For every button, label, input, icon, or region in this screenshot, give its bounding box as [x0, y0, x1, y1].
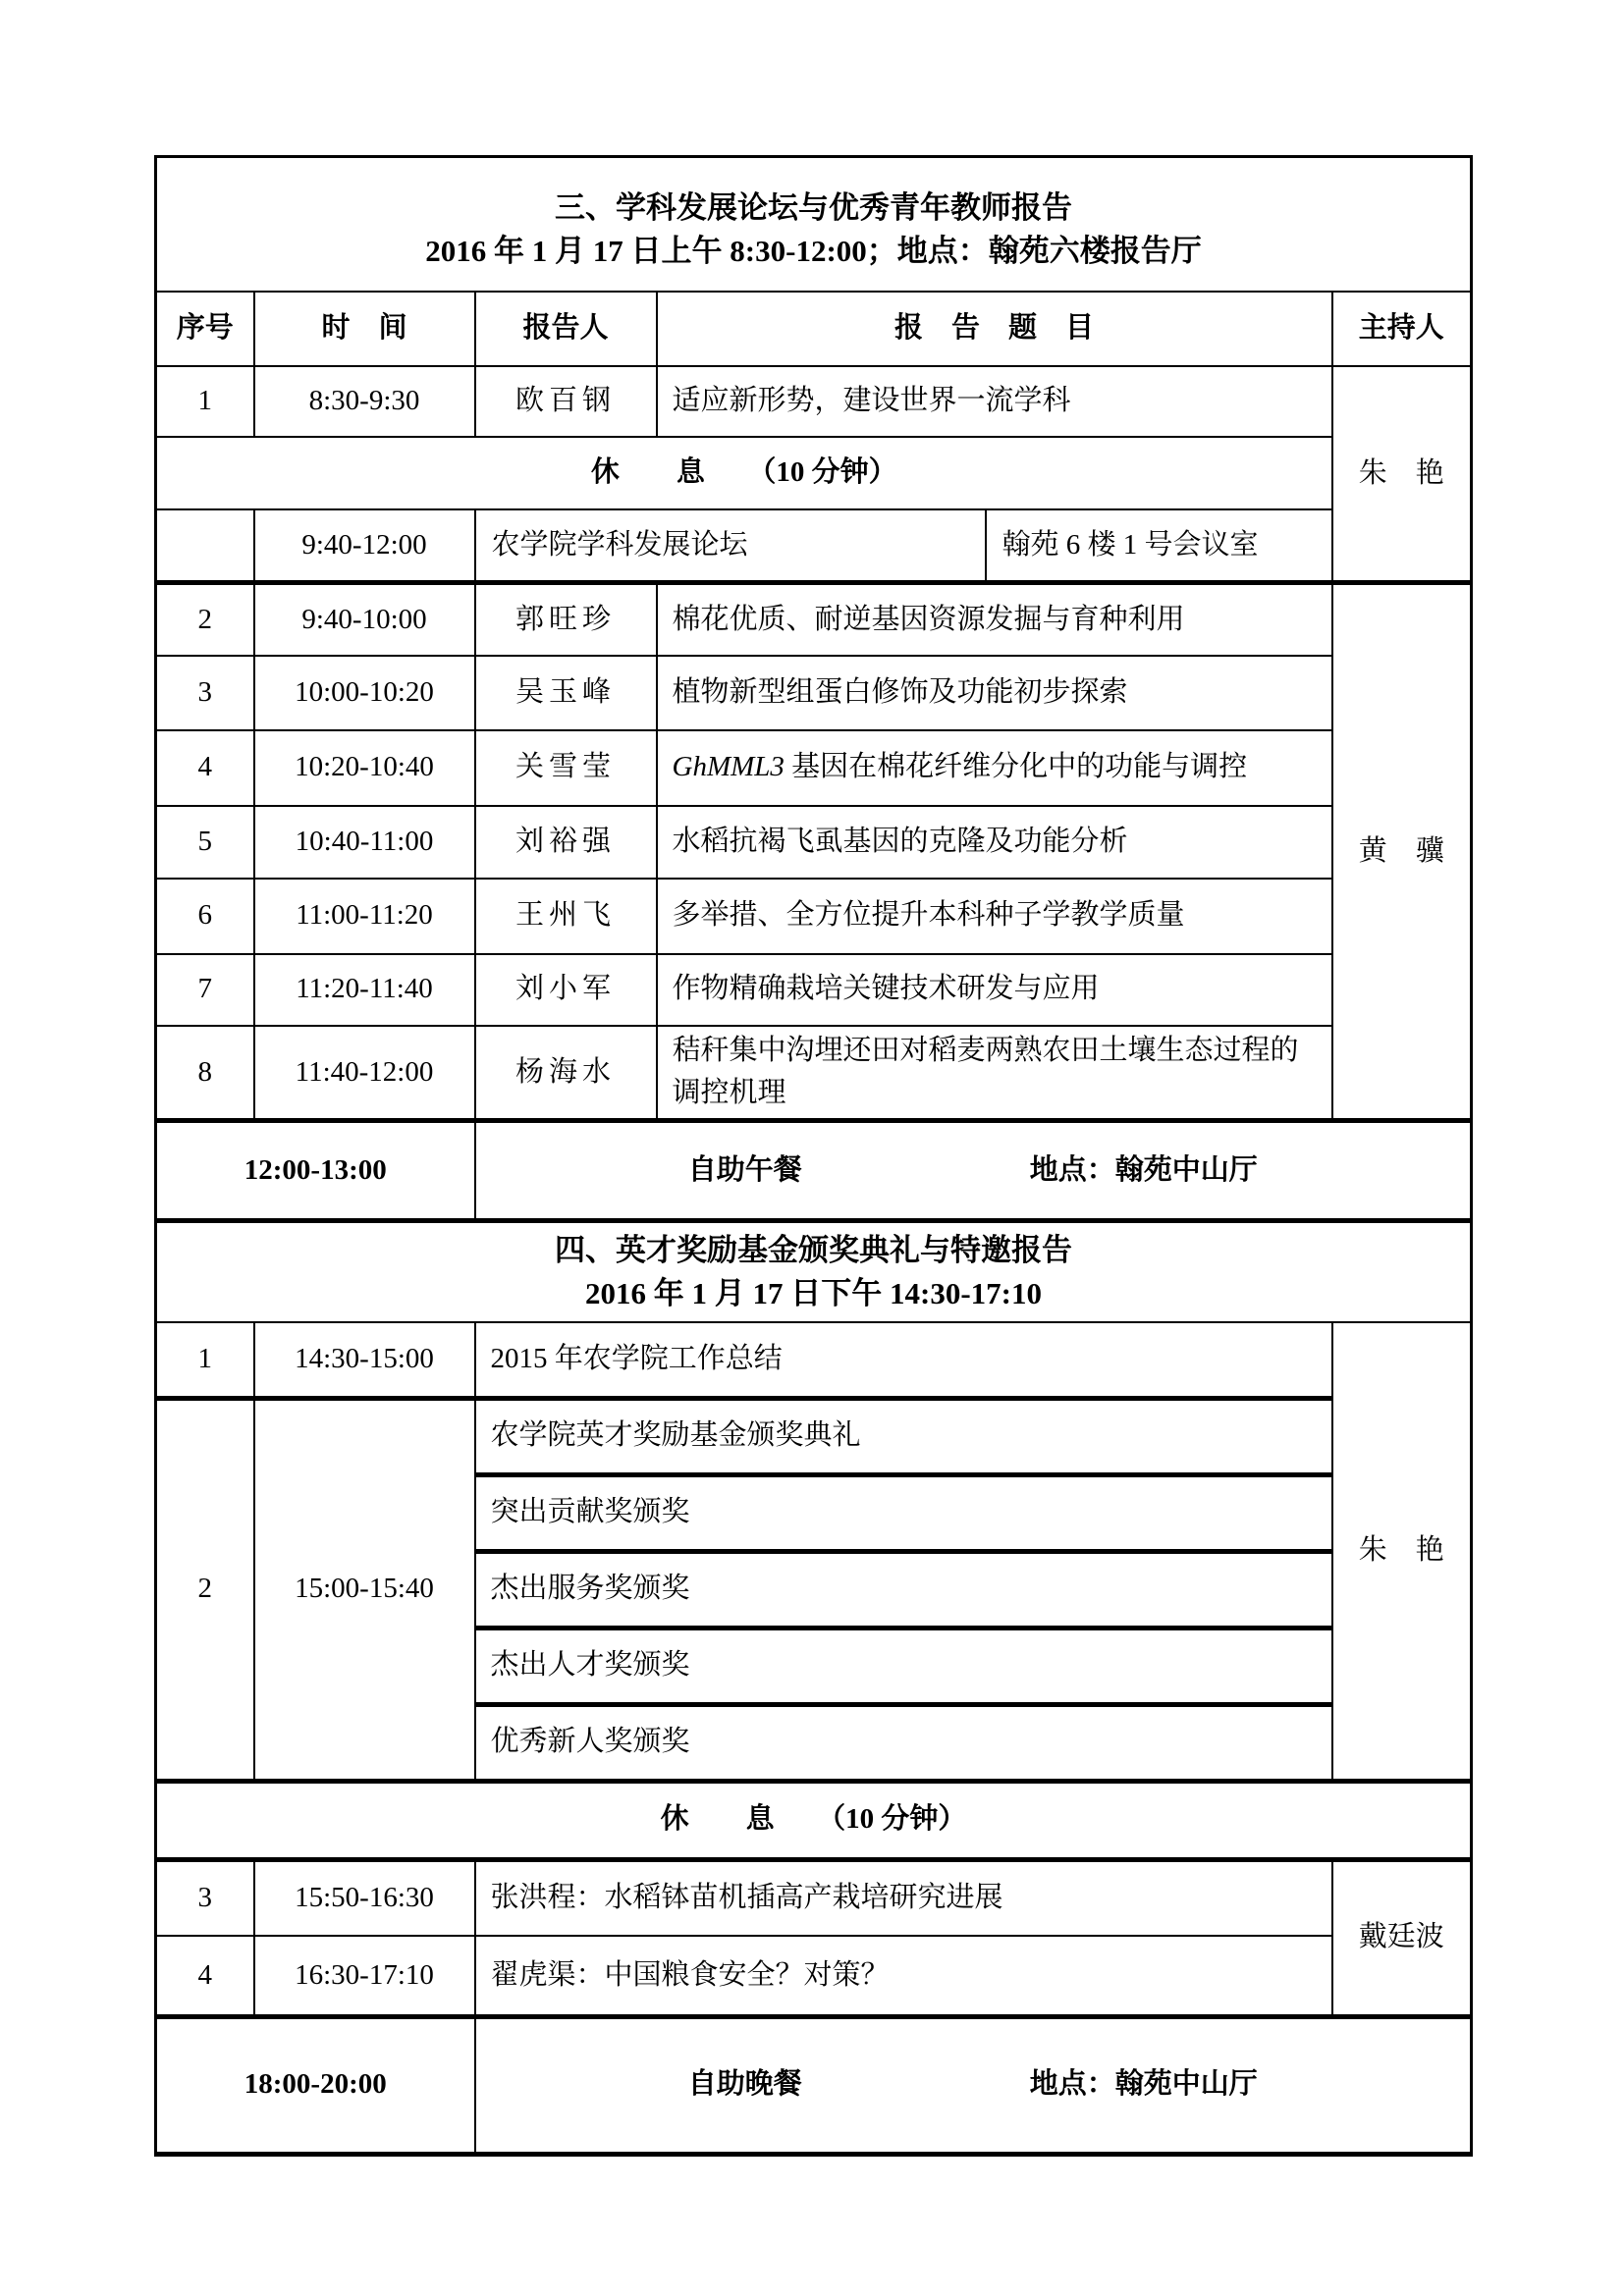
- chair-cell-zhuyan: 朱 艳: [1332, 366, 1472, 583]
- section3-title-cell: [156, 157, 1472, 292]
- chair-cell-huangji: 黄 骥: [1332, 583, 1472, 1121]
- row-time-cell: 9:40-10:00: [254, 583, 475, 656]
- row-index-cell: 3: [156, 1859, 254, 1936]
- row-speaker-cell: 刘裕强: [475, 806, 657, 879]
- section4-title-line1: 四、英才奖励基金颁奖典礼与特邀报告: [555, 1233, 1073, 1267]
- section3-title-line2: 2016 年 1 月 17 日上午 8:30-12:00；地点：翰苑六楼报告厅: [425, 234, 1202, 269]
- row-index-cell: 6: [156, 879, 254, 954]
- award-item-cell: 优秀新人奖颁奖: [475, 1704, 1332, 1781]
- dinner-time-cell: 18:00-20:00: [156, 2016, 475, 2154]
- header-cell-topic: 报 告 题 目: [657, 292, 1332, 366]
- row-index-cell: 3: [156, 656, 254, 730]
- row-index-cell: 5: [156, 806, 254, 879]
- row-topic-cell: 植物新型组蛋白修饰及功能初步探索: [657, 656, 1332, 730]
- row-topic-cell: 适应新形势，建设世界一流学科: [657, 366, 1332, 437]
- chair-cell-daitingbo: 戴廷波: [1332, 1859, 1472, 2016]
- section3-title-line1: 三、学科发展论坛与优秀青年教师报告: [555, 190, 1073, 226]
- forum-time-cell: 9:40-12:00: [254, 509, 475, 583]
- row-topic-cell: 多举措、全方位提升本科种子学教学质量: [657, 879, 1332, 954]
- row-speaker-cell: 杨海水: [475, 1026, 657, 1121]
- row-topic-cell: 秸秆集中沟埋还田对稻麦两熟农田土壤生态过程的调控机理: [657, 1026, 1332, 1121]
- award-item-cell: 杰出人才奖颁奖: [475, 1628, 1332, 1704]
- table-row: [156, 656, 1472, 730]
- section4-title-cell: [156, 1221, 1472, 1323]
- row-time-cell: 11:40-12:00: [254, 1026, 475, 1121]
- row-index-cell: 4: [156, 730, 254, 806]
- dinner-row: [156, 2016, 1472, 2154]
- forum-row: [156, 509, 1472, 583]
- row-topic-cell: 水稻抗褐飞虱基因的克隆及功能分析: [657, 806, 1332, 879]
- row-topic-rest: 基因在棉花纤维分化中的功能与调控: [784, 751, 1248, 783]
- group-time-cell: 15:00-15:40: [254, 1398, 475, 1781]
- row-topic-cell: 张洪程：水稻钵苗机插高产栽培研究进展: [475, 1859, 1332, 1936]
- chair-cell-zhuyan-2: 朱 艳: [1332, 1322, 1472, 1781]
- break-cell: 休 息 （10 分钟）: [156, 1781, 1472, 1859]
- section4-title-row: [156, 1221, 1472, 1323]
- row-speaker-cell: 王州飞: [475, 879, 657, 954]
- row-index-cell: 2: [156, 583, 254, 656]
- row-time-cell: 10:40-11:00: [254, 806, 475, 879]
- header-cell-chair: 主持人: [1332, 292, 1472, 366]
- dinner-text-cell: 自助晚餐 地点：翰苑中山厅: [475, 2016, 1472, 2154]
- award-item-cell: 突出贡献奖颁奖: [475, 1474, 1332, 1551]
- row-index-cell: 1: [156, 1322, 254, 1398]
- row-topic-cell: [657, 730, 1332, 806]
- table-row: [156, 583, 1472, 656]
- header-cell-speaker: 报告人: [475, 292, 657, 366]
- row-topic-cell: 2015 年农学院工作总结: [475, 1322, 1332, 1398]
- award-sub-row: [156, 1398, 1472, 1474]
- row-index-cell: 4: [156, 1936, 254, 2016]
- table-row: [156, 1859, 1472, 1936]
- table-row: [156, 879, 1472, 954]
- award-item-cell: 农学院英才奖励基金颁奖典礼: [475, 1398, 1332, 1474]
- row-time-cell: 11:00-11:20: [254, 879, 475, 954]
- row-time-cell: 8:30-9:30: [254, 366, 475, 437]
- lunch-time-cell: 12:00-13:00: [156, 1121, 475, 1221]
- row-speaker-cell: 郭旺珍: [475, 583, 657, 656]
- forum-split: [476, 510, 1331, 580]
- forum-event-cell: 农学院学科发展论坛: [476, 510, 987, 580]
- forum-venue-cell: 翰苑 6 楼 1 号会议室: [1001, 528, 1259, 561]
- row-speaker-cell: 关雪莹: [475, 730, 657, 806]
- table-row: [156, 806, 1472, 879]
- award-item-cell: 杰出服务奖颁奖: [475, 1551, 1332, 1628]
- break-cell: 休 息 （10 分钟）: [156, 437, 1332, 509]
- break-row: [156, 1781, 1472, 1859]
- row-index-cell: 7: [156, 954, 254, 1026]
- table-row: [156, 954, 1472, 1026]
- group-index-cell: 2: [156, 1398, 254, 1781]
- row-speaker-cell: 刘小军: [475, 954, 657, 1026]
- row-time-cell: 11:20-11:40: [254, 954, 475, 1026]
- schedule-table: [154, 155, 1473, 2157]
- row-time-cell: 16:30-17:10: [254, 1936, 475, 2016]
- row-topic-cell: 作物精确栽培关键技术研发与应用: [657, 954, 1332, 1026]
- section4-title-line2: 2016 年 1 月 17 日下午 14:30-17:10: [585, 1276, 1043, 1311]
- table-row: [156, 1026, 1472, 1121]
- forum-index-cell: [156, 509, 254, 583]
- gene-name-italic: GhMML3: [672, 751, 785, 783]
- lunch-row: [156, 1121, 1472, 1221]
- section3-title-row: [156, 157, 1472, 292]
- break-row: [156, 437, 1472, 509]
- row-time-cell: 15:50-16:30: [254, 1859, 475, 1936]
- table-row: [156, 730, 1472, 806]
- header-cell-time: 时 间: [254, 292, 475, 366]
- header-cell-index: 序号: [156, 292, 254, 366]
- row-speaker-cell: 欧百钢: [475, 366, 657, 437]
- table-row: [156, 366, 1472, 437]
- row-time-cell: 14:30-15:00: [254, 1322, 475, 1398]
- row-time-cell: 10:00-10:20: [254, 656, 475, 730]
- row-speaker-cell: 吴玉峰: [475, 656, 657, 730]
- row-index-cell: 8: [156, 1026, 254, 1121]
- row-topic-cell: 棉花优质、耐逆基因资源发掘与育种利用: [657, 583, 1332, 656]
- row-index-cell: 1: [156, 366, 254, 437]
- forum-content-cell: [475, 509, 1332, 583]
- row-time-cell: 10:20-10:40: [254, 730, 475, 806]
- row-topic-cell: 翟虎渠：中国粮食安全？对策？: [475, 1936, 1332, 2016]
- table-row: [156, 1322, 1472, 1398]
- lunch-text-cell: 自助午餐 地点：翰苑中山厅: [475, 1121, 1472, 1221]
- table-row: [156, 1936, 1472, 2016]
- header-row: [156, 292, 1472, 366]
